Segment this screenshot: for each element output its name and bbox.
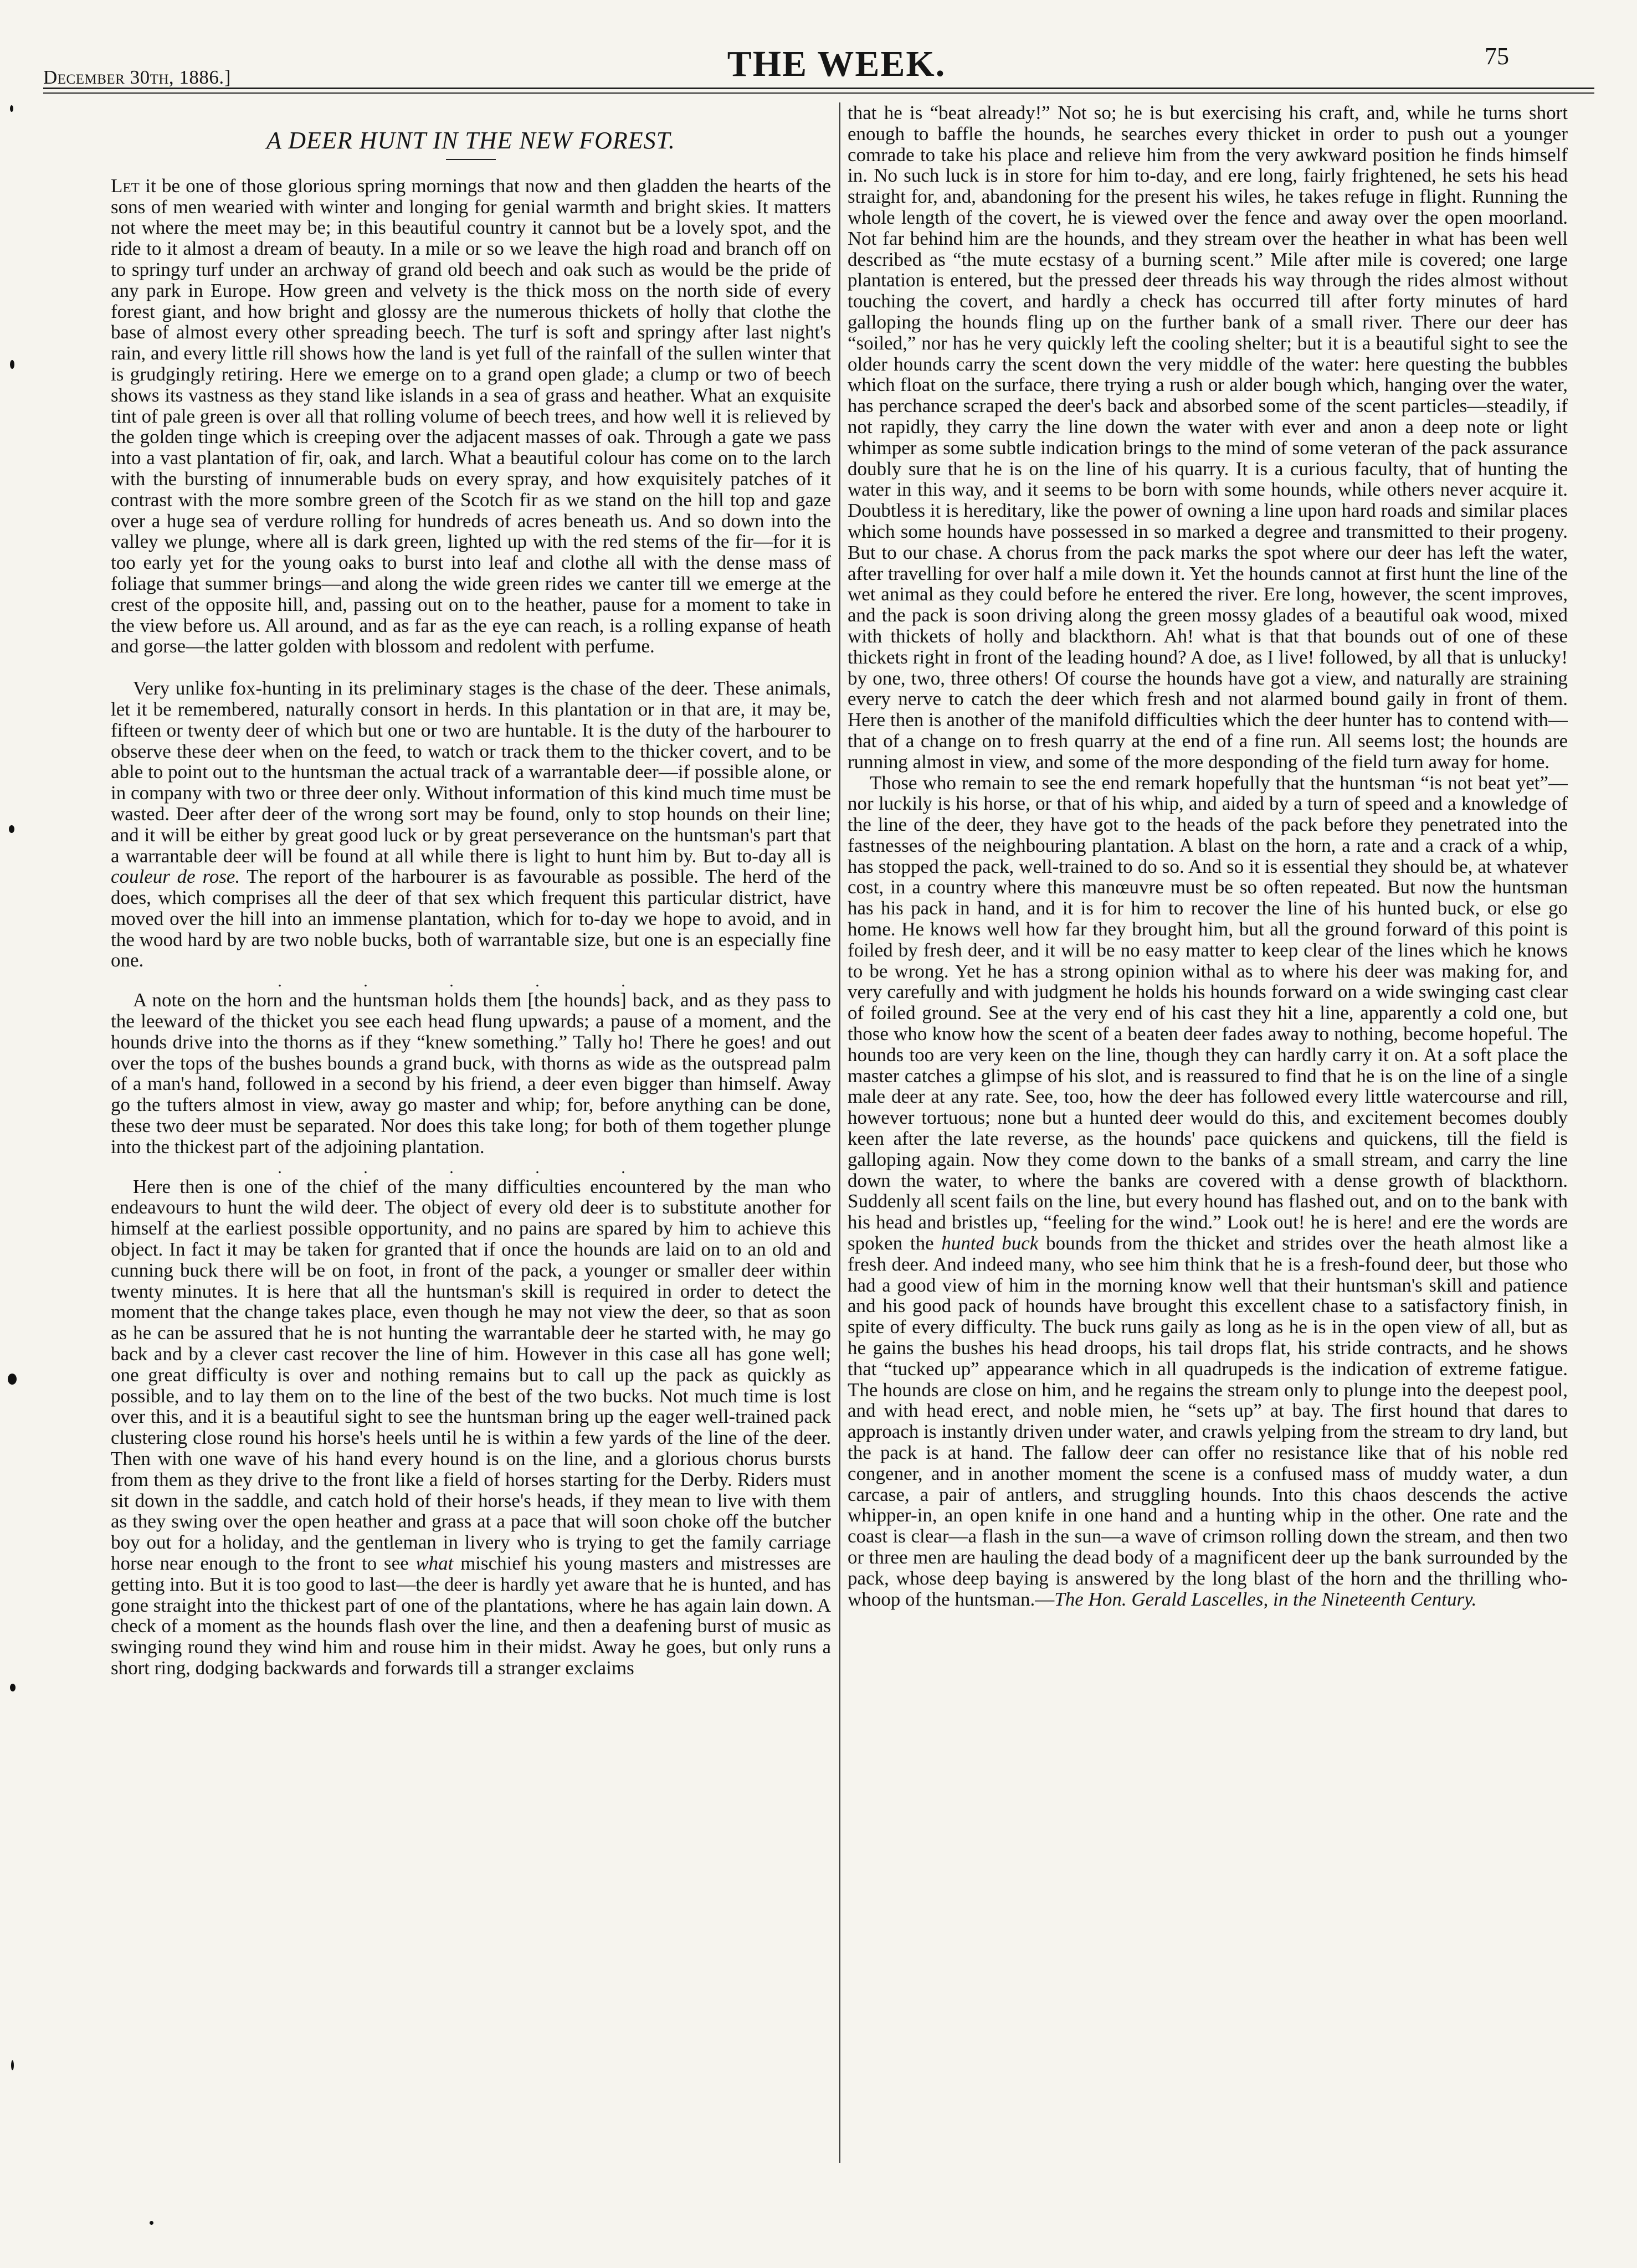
paragraph-6-text-b: bounds from the thicket and strides over the heath almost like a fresh deer. And indeed many, who see him think that he is a fresh-found deer, but those who had a good view of him in the morning know well that their huntsman's skill and patience and his good pack of hounds have brought this excellent chase to a satisfactory finish, in spite of every difficulty. The buck runs gaily as long as he is in the open view of all, but as he gains the bushes his head droops, his tail drops flat, his stride contracts, and he shows that “tucked up” appearance which in all quadrupeds is the indication of extreme fatigue. The hounds are close on him, and he regains the stream only to plunge into the deepest pool, and with head erect, and noble mien, he “sets up” at bay. The first hound that dares to approach is instantly driven under water, and crawls yelping from the stream to dry land, but the pack is at hand. The fallow deer can offer no resistance like that of his noble red congener, and in another moment the scene is a confused mass of muddy water, a dun carcase, a pair of antlers, and struggling hounds. Into this chaos descends the active whipper-in, an open knife in one hand and a hunting whip in the other. One rate and the coast is clear—a flash in the sun—a wave of crimson rolling down the stream, and then two or three men are hauling the dead body of a magnificent deer up the bank surrounded by the pack, whose deep baying is answered by the long blast of the horn and the thrilling who-whoop of the huntsman.— [848, 1232, 1568, 1610]
column-divider [839, 102, 840, 2163]
paragraph-6 [848, 773, 1568, 1610]
section-separator-2: . . . . . [278, 1158, 664, 1177]
paragraph-4 [111, 1176, 831, 1679]
paragraph-2 [111, 678, 831, 971]
paragraph-2-text-b: The report of the harbourer is as favourable as possible. The herd of the does, which comprises all the deer of that sex which frequent this particular district, have moved over the hill into an immense plantation, which for to-day we hope to avoid, and in the wood hard by are two noble bucks, both of warrantable size, but one is an especially fine one. [111, 866, 831, 971]
masthead-title: THE WEEK. [727, 44, 946, 84]
margin-speck [9, 825, 14, 833]
page-number: 75 [1485, 43, 1509, 70]
paragraph-6-text-a: Those who remain to see the end remark hopefully that the huntsman “is not beat yet”—nor luckily is his horse, or that of his whip, and aided by a turn of speed and a knowledge of the line of the deer, they have got to the heads of the pack before they penetrated into the fastnesses of the neighbouring plantation. A blast on the horn, a rate and a crack of a whip, has stopped the pack, well-trained to do so. And so it is essential they should be, at whatever cost, in a country where this manœuvre must be so often repeated. But now the huntsman has his pack in hand, and it is for him to recover the line of his hunted buck, or else go home. He knows well how far they brought him, but all the ground forward of this point is foiled by fresh deer, and it will be no easy matter to keep clear of the lines which he knows to be wrong. Yet he has a strong opinion withal as to where his deer was making for, and very carefully and with judgment he holds his hounds forward on a wide swinging cast clear of foiled ground. See at the very end of his cast they hit a line, apparently a cold one, but those who know how the scent of a beaten deer fades away to nothing, become hopeful. The hounds too are very keen on the line, though they can hardly carry it on. At a soft place the master catches a glimpse of his slot, and is reassured to find that he is on the line of a single male deer at any rate. See, too, how the deer has followed every little watercourse and rill, however tortuous; none but a hunted deer would do this, and excitement becomes doubly keen after the late reverse, as the hounds' pace quickens and quickens, till the field is galloping again. Now they come down to the banks of a small stream, and carry the line down the water, to where the banks are covered with a dense growth of blackthorn. Suddenly all scent fails on the line, but every hound has flashed out, and on to the bank with his head and bristles up, “feeling for the wind.” Look out! he is here! and ere the words are spoken the [848, 772, 1568, 1254]
paragraph-4-text-b: mischief his young masters and mistresses are getting into. But it is too good to last—the deer is hardly yet aware that he is hunted, and has gone straight into the thickest part of one of the plantations, where he has again lain down. A check of a moment as the hounds flash over the line, and then a deafening burst of music as swinging round they wind him and rouse him in their midst. Away he goes, but only runs a short ring, dodging backwards and forwards till a stranger exclaims [111, 1552, 831, 1679]
paragraph-4-emphasis: what [415, 1552, 454, 1574]
header-rule-thin [43, 92, 1594, 94]
paragraph-1-lead: Let [111, 174, 140, 197]
margin-speck [10, 360, 14, 369]
paragraph-1-text: it be one of those glorious spring mornings that now and then gladden the hearts of the sons of men wearied with winter and longing for genial warmth and bright skies. It matters not where the meet may be; in this beautiful country it cannot but be a lovely spot, and the ride to it almost a dream of beauty. In a mile or so we leave the high road and branch off on to springy turf under an archway of grand old beech and oak such as would be the pride of any park in Europe. How green and velvety is the thick moss on the north side of every forest giant, and how bright and glossy are the numerous thickets of holly that clothe the base of almost every other spreading beech. The turf is soft and springy after last night's rain, and every little rill shows how the land is yet full of the rainfall of the sullen winter that is grudgingly retiring. Here we emerge on to a grand open glade; a clump or two of beech shows its vastness as they stand like islands in a sea of grass and heather. What an exquisite tint of pale green is over all that rolling volume of beech trees, and how well it is relieved by the golden tinge which is creeping over the adjacent masses of oak. Through a gate we pass into a vast plantation of fir, oak, and larch. What a beautiful colour has come on to the larch with the bursting of innumerable buds on every spray, and how exquisitely patches of it contrast with the more sombre green of the Scotch fir as we stand on the hill top and gaze over a huge sea of verdure rolling for hundreds of acres beneath us. And so down into the valley we plunge, where all is dark green, lighted up with the red stems of the fir—for it is too early yet for the young oaks to burst into leaf and clothe all with the dense mass of foliage that summer brings—and along the wide green rides we canter till we emerge at the crest of the opposite hill, and, passing out on to the heather, pause for a moment to take in the view before us. All around, and as far as the eye can reach, is a rolling expanse of heath and gorse—the latter golden with blossom and redolent with perfume. [111, 174, 831, 657]
paragraph-3: A note on the horn and the huntsman holds them [the hounds] back, and as they pass to the leeward of the thicket you see each head flung upwards; a pause of a moment, and the hounds drive into the thorns as if they “knew something.” Tally ho! There he goes! and out over the tops of the bushes bounds a grand buck, with thorns as wide as the outspread palm of a man's hand, followed in a second by his friend, a deer even bigger than himself. Away go the tufters almost in view, away go master and whip; for, before anything can be done, these two deer must be separated. Nor does this take long; for both of them together plunge into the thickest part of the adjoining plantation. [111, 989, 831, 1158]
margin-speck [10, 1684, 16, 1691]
right-column [848, 102, 1568, 2196]
title-rule [446, 159, 496, 160]
paragraph-2-emphasis: couleur de rose. [111, 866, 240, 888]
header-rule [43, 88, 1594, 89]
paragraph-6-emphasis: hunted buck [941, 1232, 1039, 1254]
margin-speck [8, 1374, 17, 1385]
paragraph-5: that he is “beat already!” Not so; he is but exercising his craft, and, while he turns short enough to baffle the hounds, he searches every thicket in order to push out a younger comrade to take his place and relieve him from the very awkward position he finds himself in. No such luck is in store for him to-day, and ere long, fairly frightened, he sets his head straight for, and, abandoning for the present his wiles, he takes refuge in flight. Running the whole length of the covert, he is viewed over the fence and away over the open moorland. Not far behind him are the hounds, and they stream over the heather in what has been well described as “the mute ecstasy of a burning scent.” Mile after mile is covered; one large plantation is entered, but the pressed deer threads his way through the rides almost without touching the covert, and hardly a check has occurred till after forty minutes of hard galloping the hounds fling up on the further bank of a small river. There our deer has “soiled,” nor has he very quickly left the cooling shelter; but it is a beautiful sight to see the older hounds carry the scent down the very middle of the water: here questing the bubbles which float on the surface, there trying a rush or alder bough which, hanging over the water, has perchance scraped the deer's back and absorbed some of the scent particles—steadily, if not rapidly, they carry the line down the water with ever and anon a deep note or light whimper as some subtle indication brings to the mind of some veteran of the pack assurance doubly sure that he is on the line of his quarry. It is a curious faculty, that of hunting the water in this way, and it seems to be born with some hounds, while others never acquire it. Doubtless it is hereditary, like the power of owning a line upon hard roads and similar places which some hounds have possessed in so marked a degree and transmitted to their progeny. But to our chase. A chorus from the pack marks the spot where our deer has left the water, after travelling for over half a mile down it. Yet the hounds cannot at first hunt the line of the wet animal as they could before he entered the river. Ere long, however, the scent improves, and the pack is soon driving along the green mossy glades of a beautiful oak wood, mixed with thickets of holly and blackthorn. Ah! what is that that bounds out of one of these thickets right in front of the leading hound? A doe, as I live! followed, by all that is unlucky! by one, two, three others! Of course the hounds have got a view, and naturally are straining every nerve to catch the deer which fresh and not alarmed bound gaily in front of them. Here then is another of the manifold difficulties which the deer hunter has to contend with—that of a change on to fresh quarry at the end of a fine run. All seems lost; the hounds are running almost in view, and some of the more desponding of the field turn away for home. [848, 102, 1568, 773]
margin-speck [11, 2060, 14, 2070]
article-title: A DEER HUNT IN THE NEW FOREST. [266, 127, 675, 154]
paragraph-2-text-a: Very unlike fox-hunting in its preliminary stages is the chase of the deer. These animals, let it be remembered, naturally consort in herds. In this plantation or in that are, it may be, fifteen or twenty deer of which but one or two are huntable. It is the duty of the harbourer to observe these deer when on the feed, to watch or track them to the thicker covert, and to be able to point out to the huntsman the actual track of a warrantable deer—if possible alone, or in company with two or three deer only. Without information of this kind much time must be wasted. Deer after deer of the wrong sort may be found, only to stop hounds on their line; and it will be either by great good luck or by great perseverance on the huntsman's part that a warrantable deer will be found at all while there is light to hunt him by. But to-day all is [111, 677, 831, 867]
section-separator: . . . . . [278, 972, 664, 991]
issue-date: December 30th, 1886.] [43, 66, 231, 88]
paragraph-1 [111, 176, 831, 657]
paragraph-4-text-a: Here then is one of the chief of the many difficulties encountered by the man who endeavours to hunt the wild deer. The object of every old deer is to substitute another for himself at the earliest possible opportunity, and no pains are spared by him to achieve this object. In fact it may be taken for granted that if once the hounds are laid on to an old and cunning buck there will be on foot, in front of the pack, a younger or smaller deer within twenty minutes. It is here that all the huntsman's skill is required in order to detect the moment that the change takes place, even though he may not view the deer, so that as soon as he can be assured that he is not hunting the warrantable deer he started with, he may go back and by a clever cast recover the line of him. However in this case all has gone well; one great difficulty is over and nothing remains but to call up the pack as quickly as possible, and to lay them on to the line of the best of the two bucks. Not much time is lost over this, and it is a beautiful sight to see the huntsman bring up the eager well-trained pack clustering close round his horse's heels until he is within a few yards of the line of the deer. Then with one wave of his hand every hound is on the line, and a glorious chorus bursts from them as they drive to the front like a field of horses starting for the Derby. Riders must sit down in the saddle, and catch hold of their horse's heads, if they mean to live with them as they swing over the open heather and grass at a pace that will soon choke off the butcher boy out for a holiday, and the gentleman in livery who is trying to get the family carriage horse near enough to the front to see [111, 1175, 831, 1574]
left-column [111, 102, 831, 2196]
margin-speck [10, 105, 13, 112]
paragraph-gap [111, 657, 831, 678]
margin-speck [150, 2221, 153, 2225]
article-attribution: The Hon. Gerald Lascelles, in the Nineteenth Century. [1054, 1588, 1477, 1610]
